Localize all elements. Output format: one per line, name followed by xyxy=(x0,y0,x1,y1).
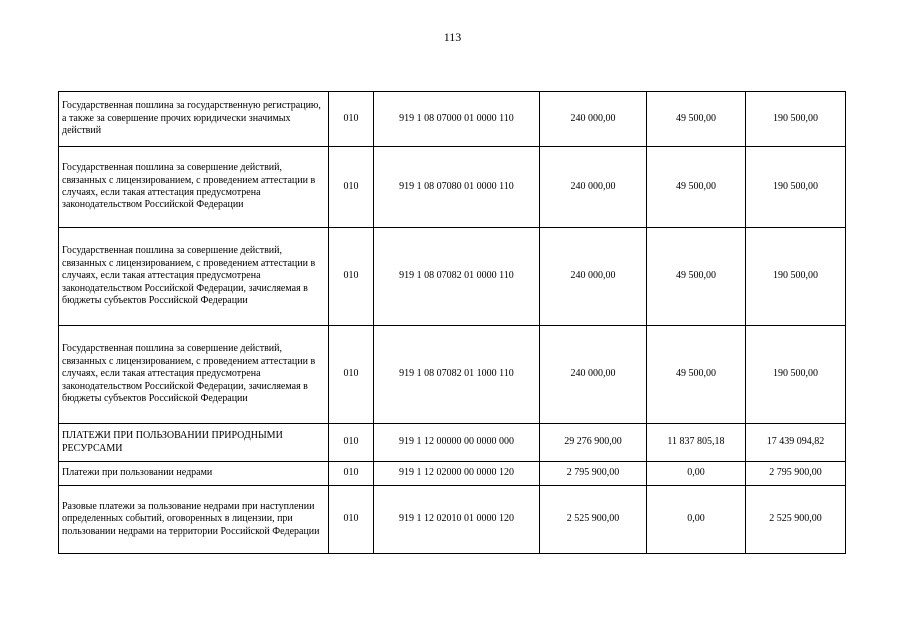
row-value2-cell: 49 500,00 xyxy=(647,326,746,424)
table-row xyxy=(59,326,846,424)
row-value2-cell: 0,00 xyxy=(647,486,746,554)
row-kbk-cell: 919 1 12 00000 00 0000 000 xyxy=(374,424,540,462)
row-value3-cell: 2 525 900,00 xyxy=(746,486,846,554)
row-code-cell: 010 xyxy=(329,326,374,424)
row-name-cell: Государственная пошлина за совершение действий, связанных с лицензированием, с проведением аттестации в случаях, если такая аттестация предусмотрена законодательством Российской Федерации xyxy=(59,147,329,228)
row-code-cell: 010 xyxy=(329,92,374,147)
row-code-cell: 010 xyxy=(329,462,374,486)
row-value1-cell: 240 000,00 xyxy=(540,147,647,228)
row-name-cell: Государственная пошлина за государственную регистрацию, а также за совершение прочих юридически значимых действий xyxy=(59,92,329,147)
row-value1-cell: 2 525 900,00 xyxy=(540,486,647,554)
row-kbk-cell: 919 1 08 07082 01 1000 110 xyxy=(374,326,540,424)
row-name-cell: Разовые платежи за пользование недрами при наступлении определенных событий, оговоренных в лицензии, при пользовании недрами на территории Российской Федерации xyxy=(59,486,329,554)
row-name-cell: Государственная пошлина за совершение действий, связанных с лицензированием, с проведением аттестации в случаях, если такая аттестация предусмотрена законодательством Российской Федерации, зачисляемая в бюджеты субъектов Российской Федерации xyxy=(59,326,329,424)
table-row xyxy=(59,486,846,554)
row-value2-cell: 11 837 805,18 xyxy=(647,424,746,462)
row-value2-cell: 49 500,00 xyxy=(647,228,746,326)
row-value1-cell: 2 795 900,00 xyxy=(540,462,647,486)
row-value3-cell: 17 439 094,82 xyxy=(746,424,846,462)
row-kbk-cell: 919 1 12 02000 00 0000 120 xyxy=(374,462,540,486)
row-value3-cell: 190 500,00 xyxy=(746,228,846,326)
row-name-cell: Государственная пошлина за совершение действий, связанных с лицензированием, с проведением аттестации в случаях, если такая аттестация предусмотрена законодательством Российской Федерации, зачисляемая в бюджеты субъектов Российской Федерации xyxy=(59,228,329,326)
row-code-cell: 010 xyxy=(329,147,374,228)
row-kbk-cell: 919 1 08 07000 01 0000 110 xyxy=(374,92,540,147)
table-row xyxy=(59,147,846,228)
table-row xyxy=(59,92,846,147)
row-name-cell: ПЛАТЕЖИ ПРИ ПОЛЬЗОВАНИИ ПРИРОДНЫМИ РЕСУРСАМИ xyxy=(59,424,329,462)
row-value1-cell: 240 000,00 xyxy=(540,92,647,147)
row-value3-cell: 2 795 900,00 xyxy=(746,462,846,486)
row-code-cell: 010 xyxy=(329,424,374,462)
row-value3-cell: 190 500,00 xyxy=(746,147,846,228)
page-number: 113 xyxy=(443,30,462,44)
table-row xyxy=(59,228,846,326)
row-value3-cell: 190 500,00 xyxy=(746,92,846,147)
row-kbk-cell: 919 1 12 02010 01 0000 120 xyxy=(374,486,540,554)
row-value1-cell: 240 000,00 xyxy=(540,326,647,424)
row-code-cell: 010 xyxy=(329,228,374,326)
row-code-cell: 010 xyxy=(329,486,374,554)
revenue-table xyxy=(58,91,846,554)
row-kbk-cell: 919 1 08 07082 01 0000 110 xyxy=(374,228,540,326)
table-row xyxy=(59,462,846,486)
row-value2-cell: 49 500,00 xyxy=(647,92,746,147)
row-value1-cell: 240 000,00 xyxy=(540,228,647,326)
row-value1-cell: 29 276 900,00 xyxy=(540,424,647,462)
row-value3-cell: 190 500,00 xyxy=(746,326,846,424)
row-value2-cell: 49 500,00 xyxy=(647,147,746,228)
table-row xyxy=(59,424,846,462)
row-name-cell: Платежи при пользовании недрами xyxy=(59,462,329,486)
row-kbk-cell: 919 1 08 07080 01 0000 110 xyxy=(374,147,540,228)
row-value2-cell: 0,00 xyxy=(647,462,746,486)
